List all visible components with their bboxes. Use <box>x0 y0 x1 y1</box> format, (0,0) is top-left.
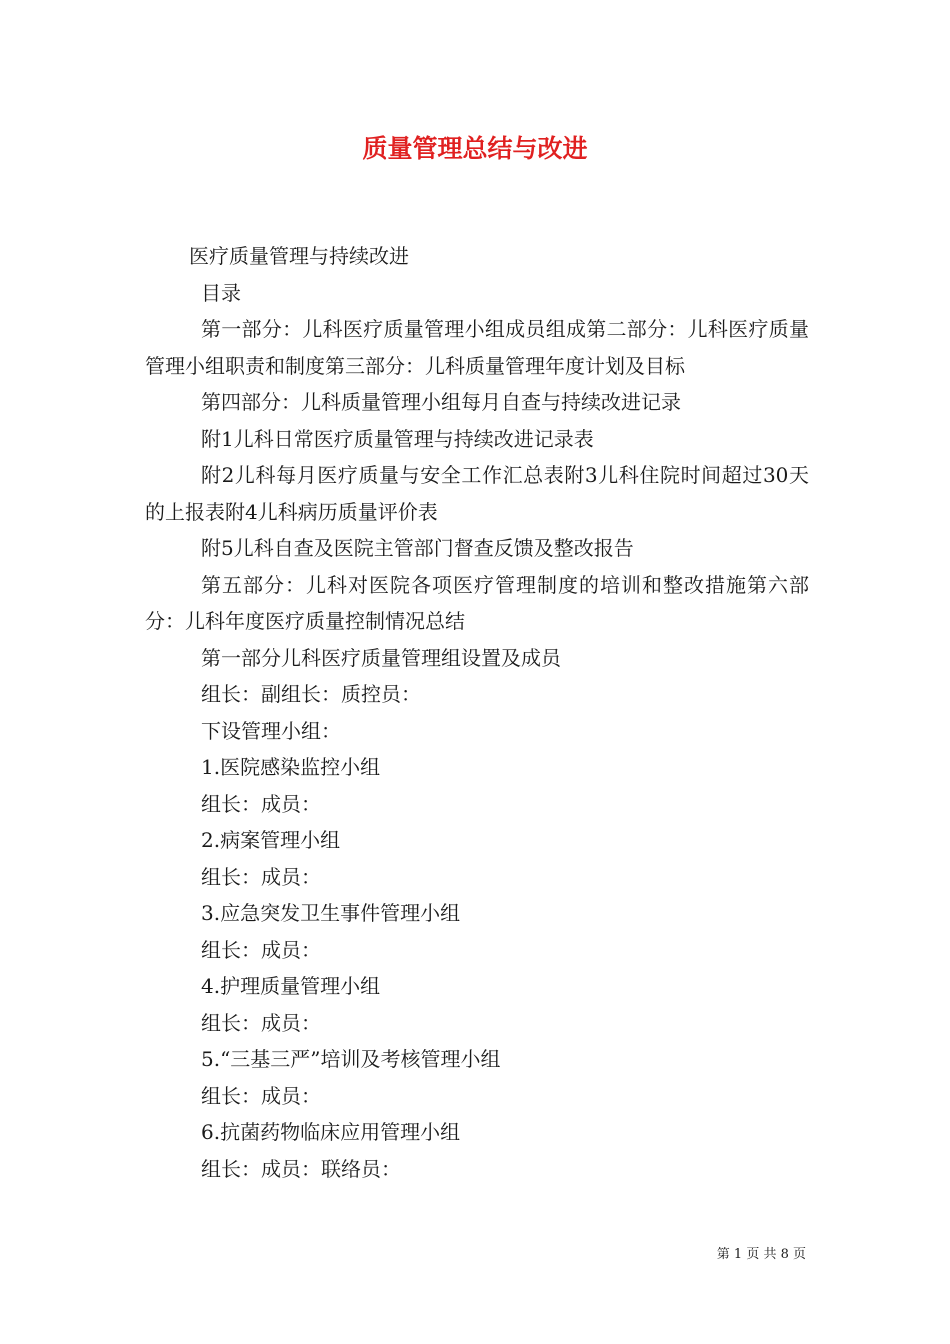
paragraph-appendix-5: 附5儿科自查及医院主管部门督查反馈及整改报告 <box>201 536 634 560</box>
paragraph-subgroups-label: 下设管理小组： <box>201 718 341 743</box>
paragraph-appendix-1: 附1儿科日常医疗质量管理与持续改进记录表 <box>201 426 594 451</box>
paragraph-section-1-heading: 第一部分儿科医疗质量管理组设置及成员 <box>201 645 561 670</box>
paragraph-subgroup-4: 4.护理质量管理小组 <box>201 974 381 998</box>
paragraph-subgroup-2-members: 组长：成员： <box>201 864 321 889</box>
page-number: 第 1 页 共 8 页 <box>716 1247 806 1262</box>
paragraph-subgroup-6: 6.抗菌药物临床应用管理小组 <box>201 1120 461 1144</box>
paragraph-subgroup-4-members: 组长：成员： <box>201 1010 321 1035</box>
paragraph-subgroup-2: 2.病案管理小组 <box>201 828 341 852</box>
document-body <box>145 238 809 1187</box>
paragraph-appendix-2-4: 附2儿科每月医疗质量与安全工作汇总表附3儿科住院时间超过30天的上报表附4儿科病历质量评价表 <box>145 463 809 524</box>
paragraph-toc-parts-1-3: 第一部分：儿科医疗质量管理小组成员组成第二部分：儿科医疗质量管理小组职责和制度第三部分：儿科质量管理年度计划及目标 <box>145 317 809 378</box>
paragraph-subgroup-3: 3.应急突发卫生事件管理小组 <box>201 901 461 925</box>
paragraph-subgroup-1: 1.医院感染监控小组 <box>201 755 381 779</box>
paragraph-toc-label: 目录 <box>201 280 241 305</box>
paragraph-subgroup-3-members: 组长：成员： <box>201 937 321 962</box>
paragraph-toc-parts-5-6: 第五部分：儿科对医院各项医疗管理制度的培训和整改措施第六部分：儿科年度医疗质量控制情况总结 <box>145 572 809 633</box>
document-title: 质量管理总结与改进 <box>362 134 588 163</box>
paragraph-subgroup-1-members: 组长：成员： <box>201 791 321 816</box>
paragraph-subgroup-5: 5.“三基三严”培训及考核管理小组 <box>201 1047 501 1071</box>
paragraph-heading: 医疗质量管理与持续改进 <box>189 244 409 268</box>
paragraph-toc-part-4: 第四部分：儿科质量管理小组每月自查与持续改进记录 <box>201 390 681 414</box>
paragraph-subgroup-5-members: 组长：成员： <box>201 1083 321 1108</box>
paragraph-subgroup-6-members: 组长：成员：联络员： <box>201 1156 401 1181</box>
paragraph-leaders: 组长：副组长：质控员： <box>201 682 421 706</box>
